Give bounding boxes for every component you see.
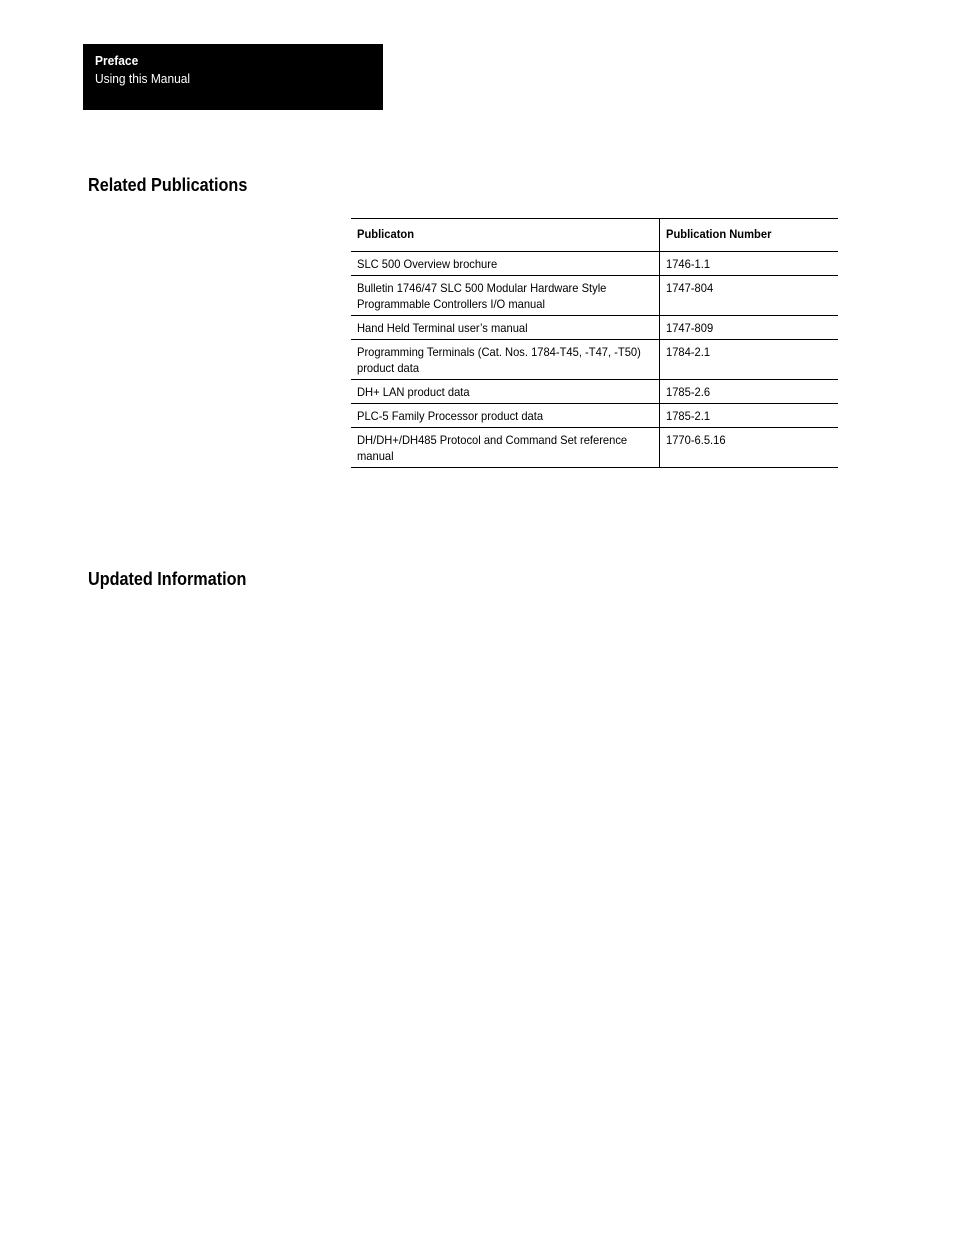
table-row bbox=[351, 276, 838, 316]
updated-information-heading: Updated Information bbox=[88, 569, 247, 589]
table-row bbox=[351, 252, 838, 276]
publication-number-cell: 1785-2.6 bbox=[660, 380, 838, 404]
publication-title-cell: DH/DH+/DH485 Protocol and Command Set reference manual bbox=[351, 428, 660, 468]
publication-title-cell: SLC 500 Overview brochure bbox=[351, 252, 660, 276]
table-row bbox=[351, 428, 838, 468]
publication-title-cell: Hand Held Terminal user’s manual bbox=[351, 316, 660, 340]
publication-number-cell: 1785-2.1 bbox=[660, 404, 838, 428]
related-publications-heading: Related Publications bbox=[88, 175, 248, 195]
column-header-publication-number: Publication Number bbox=[660, 219, 838, 252]
table-header-row bbox=[351, 219, 838, 252]
header-section-title: Preface bbox=[95, 53, 139, 68]
publication-title-cell: Programming Terminals (Cat. Nos. 1784-T45, -T47, -T50) product data bbox=[351, 340, 660, 380]
publication-title-cell: DH+ LAN product data bbox=[351, 380, 660, 404]
header-subsection-title: Using this Manual bbox=[95, 71, 191, 86]
publications-table bbox=[351, 218, 838, 468]
table-row bbox=[351, 380, 838, 404]
publication-title-cell: Bulletin 1746/47 SLC 500 Modular Hardware Style Programmable Controllers I/O manual bbox=[351, 276, 660, 316]
publication-title-cell: PLC-5 Family Processor product data bbox=[351, 404, 660, 428]
publication-number-cell: 1746-1.1 bbox=[660, 252, 838, 276]
column-header-publication: Publicaton bbox=[351, 219, 660, 252]
publication-number-cell: 1770-6.5.16 bbox=[660, 428, 838, 468]
page-header-box bbox=[83, 44, 383, 110]
table-row bbox=[351, 316, 838, 340]
publication-number-cell: 1747-809 bbox=[660, 316, 838, 340]
table-row bbox=[351, 340, 838, 380]
publication-number-cell: 1747-804 bbox=[660, 276, 838, 316]
publication-number-cell: 1784-2.1 bbox=[660, 340, 838, 380]
table-row bbox=[351, 404, 838, 428]
